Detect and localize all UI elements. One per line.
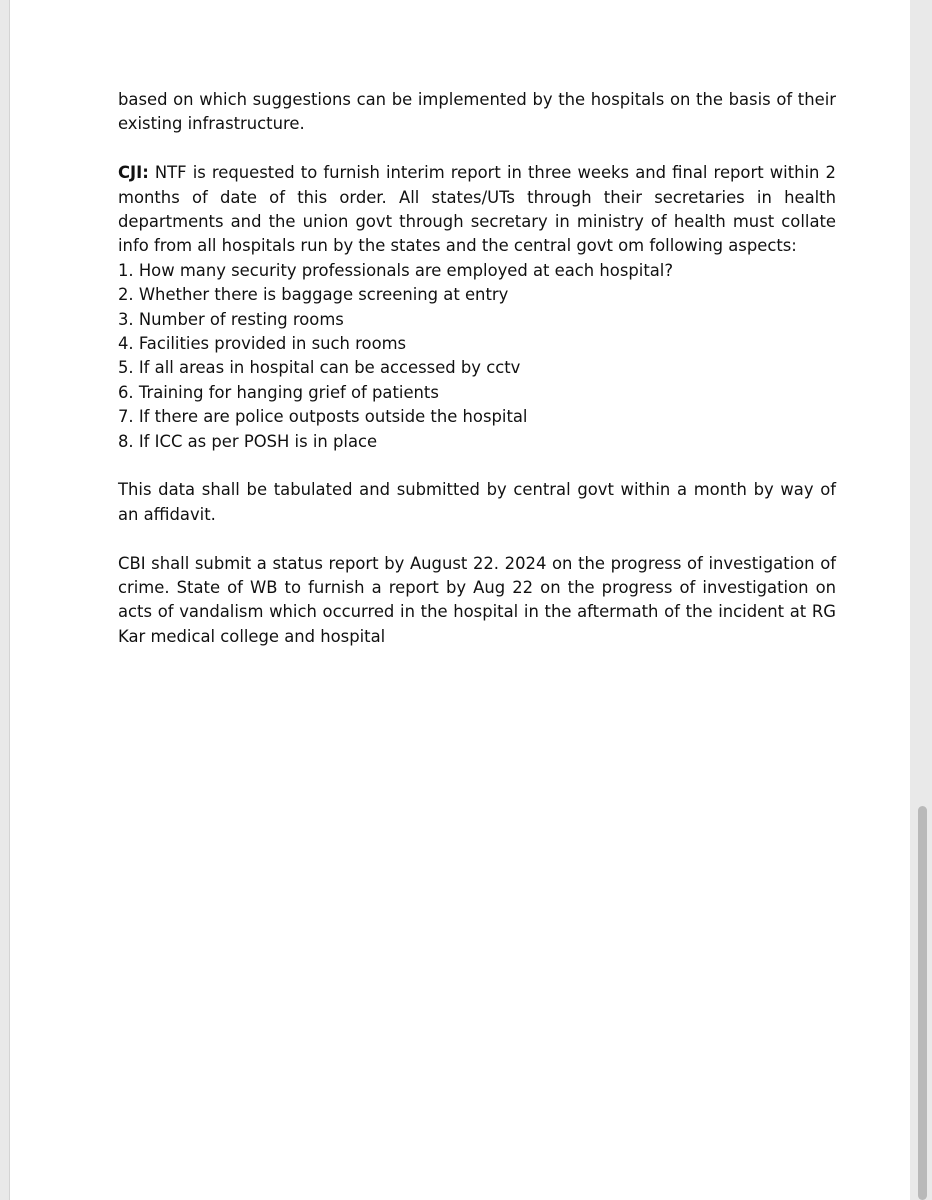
list-item: 5. If all areas in hospital can be accessed by cctv bbox=[118, 358, 521, 378]
cji-label: CJI: bbox=[118, 163, 149, 183]
scrollbar-thumb[interactable] bbox=[918, 806, 927, 1200]
list-item: 8. If ICC as per POSH is in place bbox=[118, 431, 378, 451]
page-content bbox=[118, 88, 836, 649]
paragraph-affidavit: This data shall be tabulated and submitted by central govt within a month by way of an affidavit. bbox=[118, 480, 836, 524]
list-item: 4. Facilities provided in such rooms bbox=[118, 334, 407, 354]
list-item: 2. Whether there is baggage screening at entry bbox=[118, 285, 509, 305]
paragraph-cji-order bbox=[118, 161, 836, 259]
aspects-list bbox=[118, 259, 836, 454]
list-item: 1. How many security professionals are employed at each hospital? bbox=[118, 260, 674, 280]
paragraph-cbi-status: CBI shall submit a status report by August 22. 2024 on the progress of investigation of crime. State of WB to furnish a report by Aug 22 on the progress of investigation on acts of vandalism which occurred in the hospital in the aftermath of the incident at RG Kar medical college and hospital bbox=[118, 553, 836, 646]
paragraph-infrastructure: based on which suggestions can be implemented by the hospitals on the basis of their existing infrastructure. bbox=[118, 90, 836, 134]
cji-order-text: NTF is requested to furnish interim report in three weeks and final report within 2 months of date of this order. All states/UTs through their secretaries in health departments and the union govt through secretary in ministry of health must collate info from all hospitals run by the states and the central govt om following aspects: bbox=[118, 163, 836, 256]
paragraph-gap bbox=[118, 454, 836, 478]
list-item: 7. If there are police outposts outside the hospital bbox=[118, 407, 528, 427]
paragraph-gap bbox=[118, 137, 836, 161]
list-item: 6. Training for hanging grief of patients bbox=[118, 382, 439, 402]
document-page bbox=[10, 0, 910, 1200]
paragraph-gap bbox=[118, 527, 836, 551]
list-item: 3. Number of resting rooms bbox=[118, 309, 344, 329]
